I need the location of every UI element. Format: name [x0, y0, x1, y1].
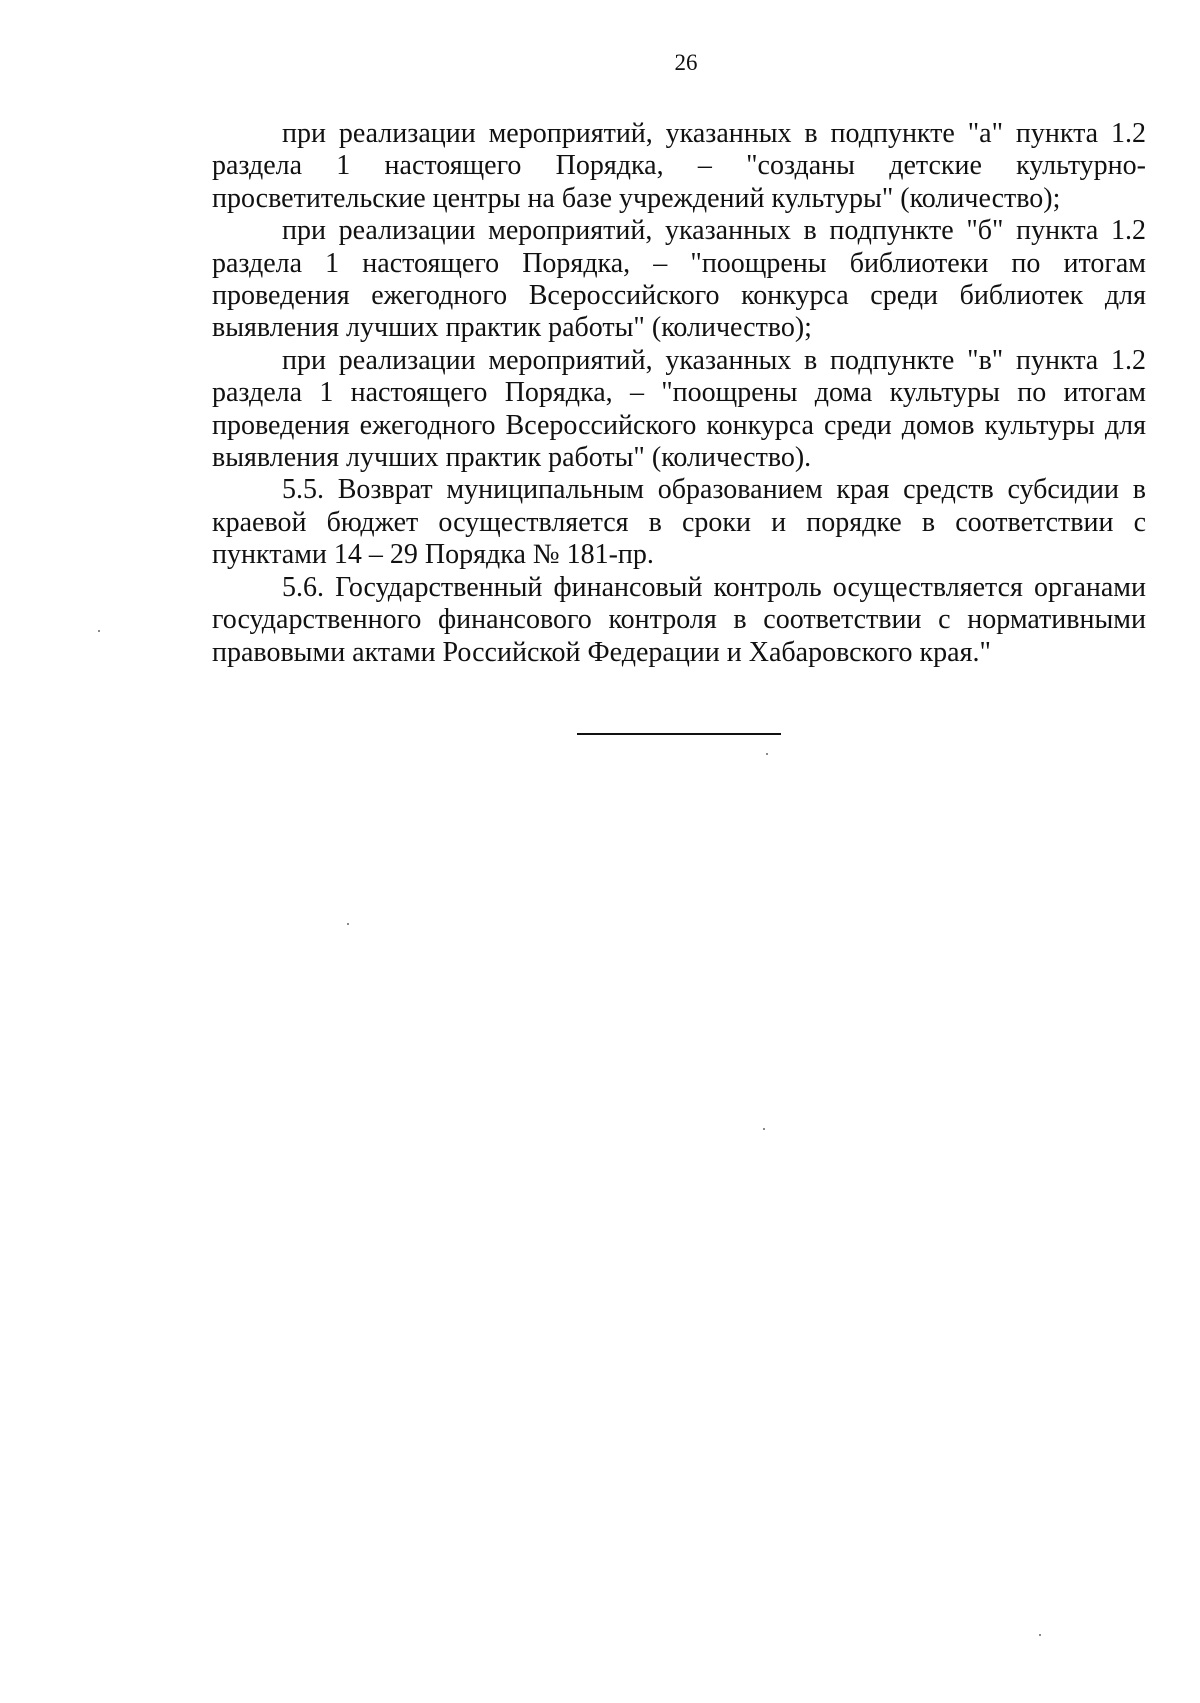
scan-speck: [1039, 1634, 1041, 1636]
paragraph-subpoint-a: при реализации мероприятий, указанных в подпункте "а" пункта 1.2 раздела 1 настоящего Порядка, – "созданы детские культурно-просветительские центры на базе учреждений культуры" (количество);: [212, 118, 1146, 214]
document-body: [212, 118, 1146, 669]
scan-speck: [763, 1128, 765, 1130]
scan-speck: [347, 923, 349, 925]
end-of-text-rule: [577, 733, 781, 735]
scan-speck: [766, 753, 768, 755]
page-number: 26: [674, 50, 698, 75]
paragraph-subpoint-v: при реализации мероприятий, указанных в подпункте "в" пункта 1.2 раздела 1 настоящего Порядка, – "поощрены дома культуры по итогам проведения ежегодного Всероссийского конкурса среди домов культуры для выявления лучших практик работы" (количество).: [212, 344, 1146, 474]
paragraph-subpoint-b: при реализации мероприятий, указанных в подпункте "б" пункта 1.2 раздела 1 настоящего Порядка, – "поощрены библиотеки по итогам проведения ежегодного Всероссийского конкурса среди библиотек для выявления лучших практик работы" (количество);: [212, 215, 1146, 344]
paragraph-5-5: 5.5. Возврат муниципальным образованием края средств субсидии в краевой бюджет осуществляется в сроки и порядке в соответствии с пунктами 14 – 29 Порядка № 181-пр.: [212, 474, 1146, 571]
paragraph-5-6: 5.6. Государственный финансовый контроль осуществляется органами государственного финансового контроля в соответствии с нормативными правовыми актами Российской Федерации и Хабаровского края.": [212, 571, 1146, 668]
scan-speck: [98, 630, 100, 632]
